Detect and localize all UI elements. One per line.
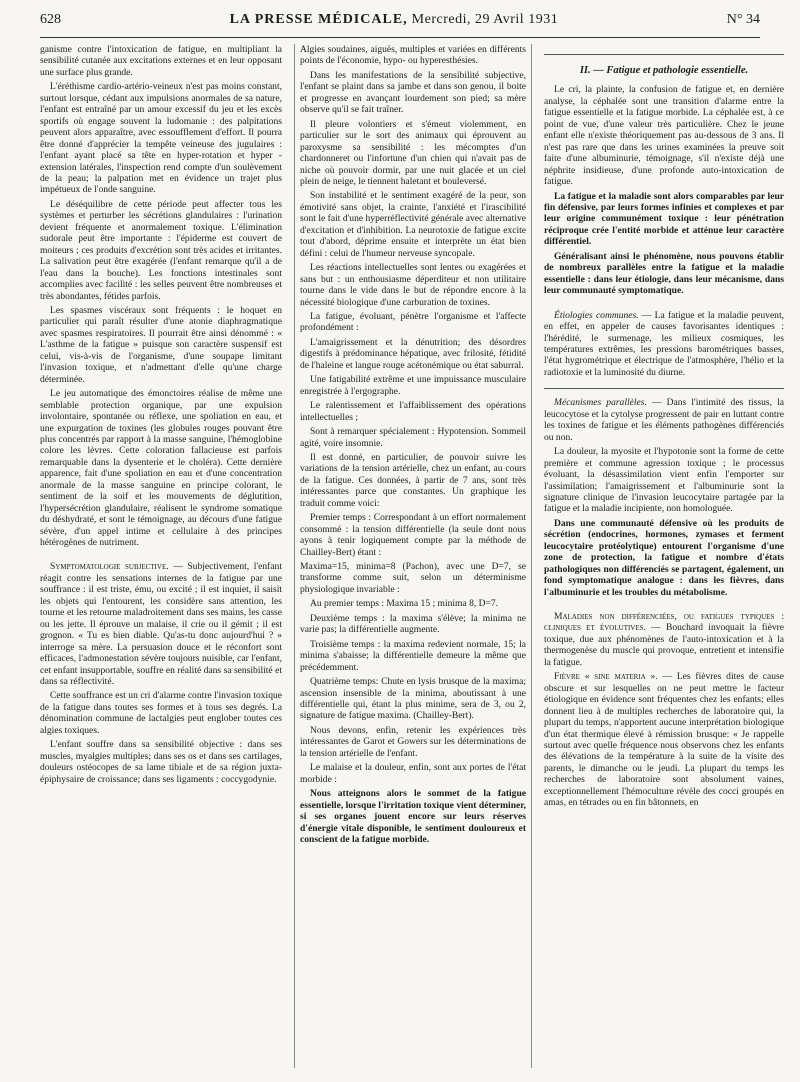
paragraph: Son instabilité et le sentiment exagéré de la peur, son émotivité sans objet, la crainte, l'anxiété et l'irascibilité sont le fait d'une hyperréflectivité générale avec alternative d'excitation et d'inhibition. La neurotoxie de fatigue excite tout d'abord, déprime ensuite et interprète un état bien défini : celui de l'humeur nerveuse syncopale. xyxy=(300,190,526,259)
paragraph: L'enfant souffre dans sa sensibilité objective : dans ses muscles, myalgies multiples; dans ses os et dans ses cartilages, douleurs ostéocopes de sa lame tibiale et de sa région juxta-épiphysaire de croissance; dans ses ligaments : coccygodynie. xyxy=(40,739,282,785)
paragraph: L'amaigrissement et la dénutrition; des désordres digestifs à prédominance hépatique, avec frilosité, fétidité de l'haleine et langue rouge acétonémique ou état saburral. xyxy=(300,336,526,371)
paragraph: Quatrième temps: Chute en lysis brusque de la maxima; ascension insensible de la minima, aboutissant à une différentielle qui, étant la plus minime, sera de 3, ou 2, signature de fatigue maxima. (Chailley-Bert). xyxy=(300,676,526,722)
paragraph: Les spasmes viscéraux sont fréquents : le hoquet en particulier qui paraît résulter d'une atonie diaphragmatique avec spasmes respiratoires. Il pourrait être ainsi dénommé : « L'asthme de la fatigue » puisque son caractère suspensif est celui, vis-à-vis de l'organisme, d'une soupape limitant l'invasion toxique, et n'admettant d'elle qu'une charge déterminée. xyxy=(40,304,282,385)
column-1 xyxy=(40,44,282,1068)
paragraph: Nous atteignons alors le sommet de la fatigue essentielle, lorsque l'irritation toxique vient déterminer, si ses organes jouent encore sur leurs réserves d'énergie vitale disponible, le sentiment douloureux et conscient de la fatigue morbide. xyxy=(300,788,526,845)
section-label-fievre: Fièvre « sine materia ». xyxy=(554,671,658,683)
issue-number: N° 34 xyxy=(726,12,760,27)
paragraph: Au premier temps : Maxima 15 ; minima 8, D=7. xyxy=(310,598,499,610)
paragraph: Le jeu automatique des émonctoires réalise de même une semblable protection organique, par une expulsion involontaire, spontanée ou réflexe, une spoliation en eau, et une expurgation de toxines (les globules rouges pouvant être plus concentrés par rapport à la masse sanguine, l'hémoglobine colore les lèvres. Cette coloration fallacieuse est parfois remarquable dans la dysenterie et le choléra). Cette dernière apparence, fait d'une spoliation en eau et d'une concentration anormale de la masse sanguine en principe colorant, le sentiment de la soif et les mouvements de déglutition, l'hypersécrétion glandulaire, réalisent le syndrome somatique du déshydraté, et sont le témoignage, au décours d'une fatigue sévère, d'un appel intime et cellulaire à des principes hétérogènes de nutriment. xyxy=(40,388,282,549)
paragraph: Sont à remarquer spécialement : Hypotension. Sommeil agité, voire insomnie. xyxy=(300,426,526,449)
paragraph: Nous devons, enfin, retenir les expériences très intéressantes de Garot et Gowers sur les déterminations de la tension artérielle de l'enfant. xyxy=(300,724,526,759)
paragraph: Troisième temps : la maxima redevient normale, 15; la minima s'abaisse; la différentielle demeure la même que précédemment. xyxy=(300,638,526,673)
paragraph: La douleur, la myosite et l'hypotonie sont la forme de cette première et commune agression toxique ; le processus évoluant, la désassimilation vient enfin l'emporter sur l'assimilation; l'amaigrissement et l'albuminurie sont la signature clinique de l'invasion leucocytaire partagée par la fatigue et la maladie incipiente, non homologuée. xyxy=(544,446,784,515)
paragraph: ganisme contre l'intoxication de fatigue, en multipliant la sensibilité cutanée aux excitations externes et en leur opposant une surface plus grande. xyxy=(40,44,282,78)
paragraph: Généralisant ainsi le phénomène, nous pouvons établir de nombreux parallèles entre la fatigue et la maladie essentielle : dans leur étiologie, dans leur mécanisme, dans leur communauté symptomatique. xyxy=(544,250,784,297)
paragraph: La fatigue, évoluant, pénètre l'organisme et l'affecte profondément : xyxy=(300,310,526,334)
section-heading: II. — Fatigue et pathologie essentielle. xyxy=(544,54,784,76)
section-label-mecanismes: Mécanismes parallèles. xyxy=(554,397,647,409)
paragraph: Il pleure volontiers et s'émeut violemment, en particulier sur le sort des animaux qui éprouvent au paroxysme sa sensibilité : les mécomptes d'un chardonneret ou l'infortune d'un chien qui n'avait pas de niche où pouvoir dormir, par une nuit glacée et un ciel plein de neige, le tiennent haletant et bouleversé. xyxy=(300,118,526,187)
paragraph: Les réactions intellectuelles sont lentes ou exagérées et sans but : un enthousiasme déperditeur et non utilitaire tourne dans le vide dans le but de répondre encore à la nécessité biologique d'une carburation de toxines. xyxy=(300,262,526,308)
paragraph: Deuxième temps : la maxima s'élève; la minima ne varie pas; la différentielle augmente. xyxy=(300,612,526,636)
paragraph: Il est donné, en particulier, de pouvoir suivre les variations de la tension artérielle, chez un enfant, au cours de la fatigue. Ces données, à partir de 7 ans, sont très intéressantes parce que constantes. Un graphique les traduit comme voici: xyxy=(300,451,526,509)
paragraph: Une fatigabilité extrême et une impuissance musculaire enregistrée à l'ergographe. xyxy=(300,374,526,397)
paragraph: Premier temps : Correspondant à un effort normalement consommé : la tension différentielle (la seule dont nous ayons à tenir logiquement compte par la méthode de Chailley-Bert) étant : xyxy=(300,512,526,558)
paragraph: Symptomatologie subjective. — Subjectivement, l'enfant réagit contre les sensations internes de la fatigue par une souffrance : il est triste, ému, ou excité ; il est inquiet, il saisit les objets qui l'entourent, les considère sans attention, les tourne et les retourne maladroitement dans ses mains, les casse ou les jette. Il éprouve un malaise, il crie ou il gémit ; il est grognon. « Tu es bien diable. Qu'as-tu donc aujourd'hui ? » interroge sa mère. La persuasion douce et le réconfort sont efficaces, l'admonestation sévère toujours nuisible, car l'enfant, cet enfant insupportable, souffre en réalité dans sa sensibilité et dans sa réflectivité. xyxy=(40,561,282,688)
section-label-etiologies: Étiologies communes. xyxy=(554,309,639,321)
paragraph: Le cri, la plainte, la confusion de fatigue et, en dernière analyse, la céphalée sont une transition d'alarme entre la fatigue essentielle et la fatigue morbide. La céphalée est, à ce point de vue, d'une valeur très particulière. Chez le jeune enfant elle n'existe théoriquement pas au-dessous de 3 ans. Il n'est pas rare que dans les urines examinées la preuve soit faite d'une albuminurie, témoignage, s'il n'existe déjà une néphrite insidieuse, d'une profonde auto-intoxication de fatigue. xyxy=(544,84,784,188)
paragraph: Maxima=15, minima=8 (Pachon), avec une D=7, se transforme comme suit, selon un déterminisme physiologique invariable : xyxy=(300,561,526,595)
paragraph: Mécanismes parallèles. — Dans l'intimité des tissus, la leucocytose et la cytolyse progressent de pair en luttant contre les toxines de fatigue et les éléments pathogènes différenciés ou non. xyxy=(544,397,784,443)
article-columns xyxy=(40,44,785,1068)
paragraph: Étiologies communes. — La fatigue et la maladie peuvent, en effet, en appeler de causes favorisantes identiques : l'hérédité, le surmenage, les milieux cosmiques, les températures extrêmes, les pressions barométriques basses, l'état hygrométrique et électrique de l'atmosphère, l'hélio et la radiotoxie et la luminosité du diurne. xyxy=(544,309,784,378)
column-2 xyxy=(294,44,532,1068)
paragraph: Maladies non différenciées, ou fatigues typiques : cliniques et évolutives. — Bouchard invoquait la fièvre toxique, due aux phénomènes de l'auto-intoxication et à la thermogenèse du muscle qui provoque, entretient et intensifie la fatigue. xyxy=(544,611,785,668)
journal-title: LA PRESSE MÉDICALE, xyxy=(229,12,408,27)
header-center xyxy=(230,12,559,28)
page-number: 628 xyxy=(40,12,61,27)
paragraph: Fièvre « sine materia ». — Les fièvres dites de cause obscure et sur lesquelles on ne peut mettre le facteur étiologique en évidence sont fréquentes chez les enfants; elles donnent lieu à de multiples recherches de laboratoire qui, la plupart du temps, n'apportent aucune interprétation biologique d'un état thermique élevé à rémission brusque: « Je rappelle surtout avec quelle fréquence nous observons chez les enfants des élévations de la température à la suite de la visite des parents, le dimanche ou le jeudi. La plupart du temps les recherches de laboratoire sont absolument vaines, exceptionnellement l'hémoculture révèle des cocci groupés en amas, en tétrades ou en fin bâtonnets, en xyxy=(544,671,784,809)
paragraph: Dans une communauté défensive où les produits de sécrétion (endocrines, hormones, zymases et ferment leucocytaire protéolytique) entourent l'organisme d'une zone de protection, la fatigue et nombre d'états pathologiques non différenciés se partagent, également, un fond symptomatique analogue : dans les fièvres, dans l'albuminurie et les troubles du métabolisme. xyxy=(544,517,784,598)
paragraph: Le malaise et la douleur, enfin, sont aux portes de l'état morbide : xyxy=(300,762,526,785)
paragraph: Algies soudaines, aiguës, multiples et variées en différents points de l'économie, hypo- ou hyperesthésies. xyxy=(300,44,526,67)
paragraph: L'éréthisme cardio-artério-veineux n'est pas moins constant, surtout lorsque, cédant aux impulsions anormales de sa nature, l'enfant est entraîné par un amour excessif du jeu et les excès sportifs où engage souvent la ludomanie : des palpitations peuvent alors apparaître, avec essoufflement d'effort. Il pourra être donné d'apprécier la tempête veineuse des jugulaires : l'enfant ayant placé sa tête en hyper-rotation et hyper - extension latérales, l'inspection rend compte d'un soulèvement de la peau; la palpation met en évidence un trajet plus impétueux de l'onde sanguine. xyxy=(40,81,282,196)
section-label-symptomatologie: Symptomatologie subjective. xyxy=(50,561,169,573)
paragraph: Cette souffrance est un cri d'alarme contre l'invasion toxique de la fatigue dans toutes ses formes et à tous ses degrés. La dénomination commune de lactalgies peut englober toutes ces algies toxiques. xyxy=(40,690,282,736)
section-label-maladies: Maladies non différenciées, ou fatigues typiques : cliniques et évolutives. xyxy=(544,611,784,634)
page-header xyxy=(40,12,760,38)
paragraph: Le ralentissement et l'affaiblissement des opérations intellectuelles ; xyxy=(300,400,526,423)
issue-date: Mercredi, 29 Avril 1931 xyxy=(411,12,559,27)
paragraph: Le déséquilibre de cette période peut affecter tous les systèmes et perturber les sécrétions glandulaires : l'urination devient fréquente et anormalement toxique. L'élimination sudorale peut être importante : l'épiderme est couvert de moiteurs ; ces produits d'excrétion sont très acides et irritantes. La salivation peut être exagérée (l'enfant remarque qu'il a de l'eau dans la bouche). Les fonctions intestinales sont accomplies avec facilité : les selles peuvent être nombreuses et très abondantes, fétides parfois. xyxy=(40,198,282,302)
divider xyxy=(544,388,784,389)
paragraph: La fatigue et la maladie sont alors comparables par leur fin défensive, par leurs formes infinies et complexes et par leur origine communément toxique : leur pénétration réciproque crée l'entité morbide et atténue leur caractère différentiel. xyxy=(544,190,784,248)
column-3 xyxy=(544,44,784,1068)
paragraph: Dans les manifestations de la sensibilité subjective, l'enfant se plaint dans sa jambe et dans son genou, il boite et progresse en avançant lourdement son pied; sa mère observe qu'il se fait traîner. xyxy=(300,69,526,116)
